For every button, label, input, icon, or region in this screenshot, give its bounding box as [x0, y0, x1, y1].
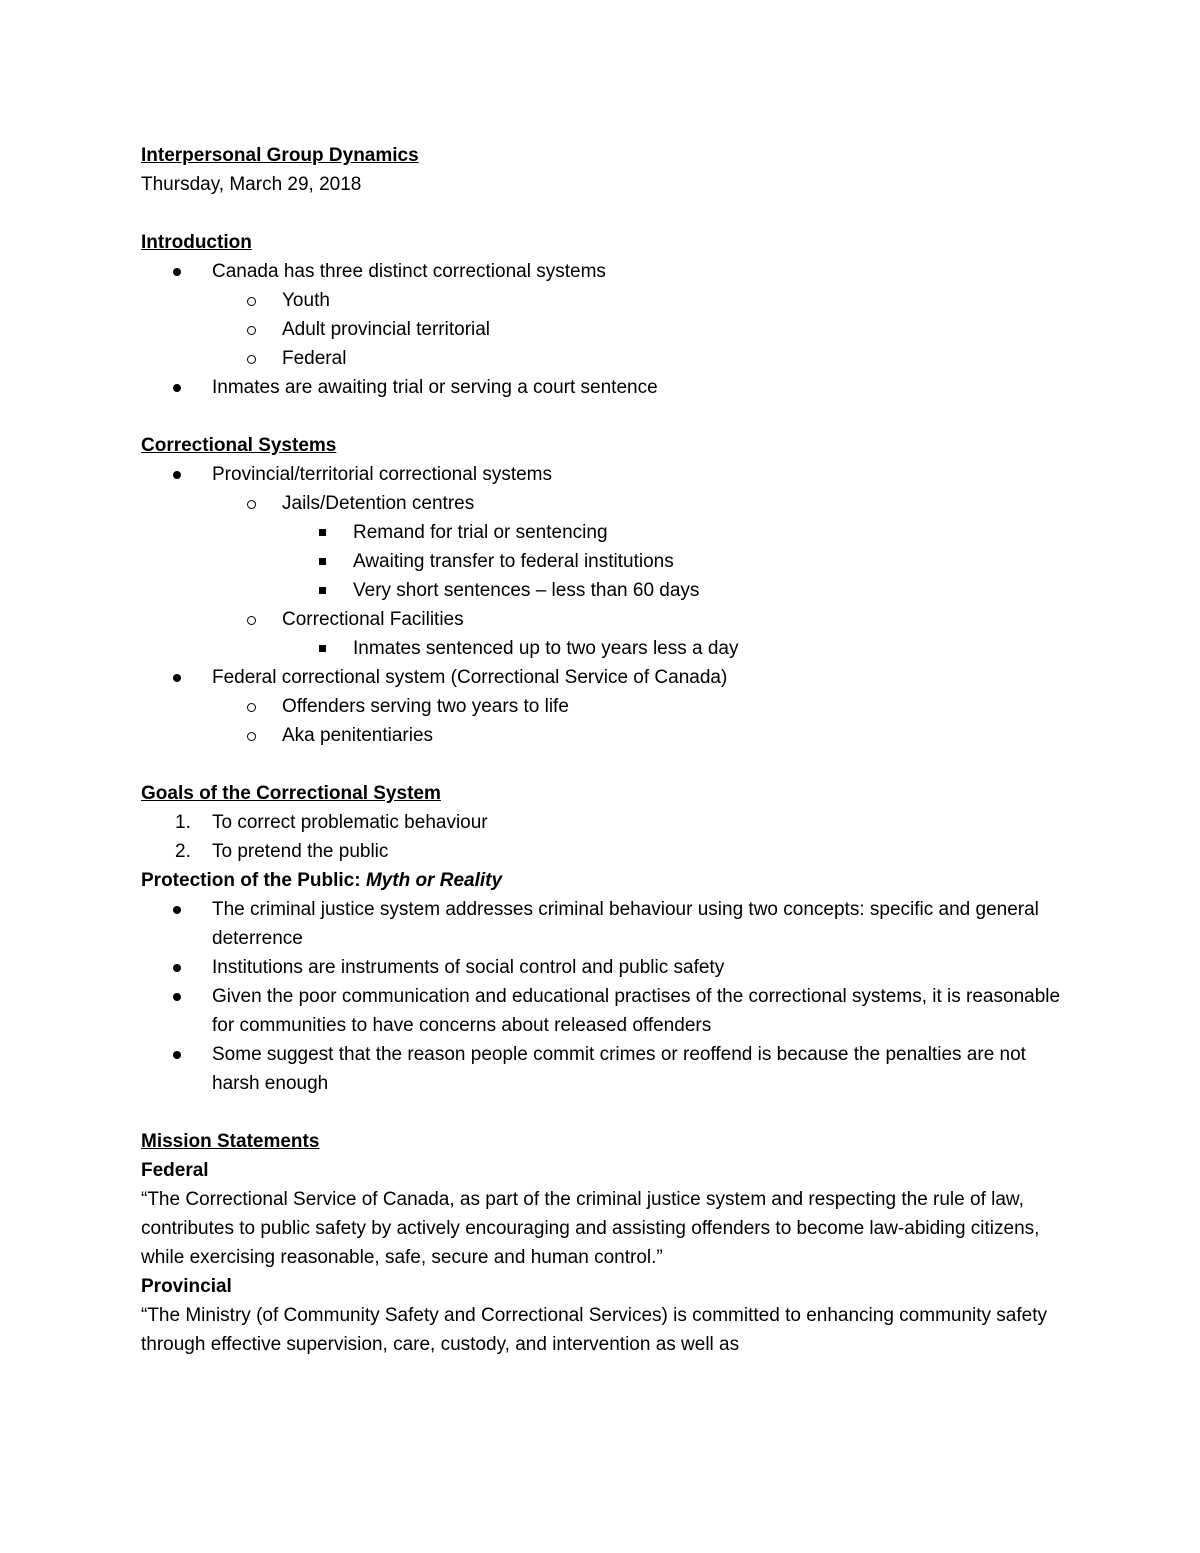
mission-heading: Mission Statements — [141, 1131, 320, 1152]
provincial-label: Provincial — [141, 1276, 232, 1297]
protection-heading — [141, 866, 1061, 895]
list-item-text: Given the poor communication and educational practises of the correctional systems, it is reasonable for communities to have concerns about released offenders — [212, 986, 1061, 1036]
protection-heading-prefix: Protection of the Public: — [141, 870, 366, 891]
circle-bullet-icon — [247, 500, 256, 509]
list-item — [141, 895, 1061, 953]
list-item — [141, 286, 1061, 315]
circle-bullet-icon — [247, 703, 256, 712]
circle-bullet-icon — [247, 732, 256, 741]
list-item — [141, 518, 1061, 547]
list-item-text: To pretend the public — [212, 841, 389, 862]
list-item-text: Institutions are instruments of social control and public safety — [212, 957, 725, 978]
bullet-icon — [173, 906, 181, 914]
circle-bullet-icon — [247, 355, 256, 364]
bullet-icon — [173, 993, 181, 1001]
document-page — [141, 141, 1061, 1359]
list-item — [141, 837, 1061, 866]
square-bullet-icon — [319, 587, 326, 594]
correctional-systems-heading: Correctional Systems — [141, 435, 337, 456]
list-item — [141, 808, 1061, 837]
bullet-icon — [173, 1051, 181, 1059]
spacer — [141, 199, 1061, 228]
list-item — [141, 605, 1061, 634]
list-item-text: Inmates are awaiting trial or serving a court sentence — [212, 377, 658, 398]
list-item — [141, 721, 1061, 750]
list-item-text: Federal correctional system (Correctional Service of Canada) — [212, 667, 728, 688]
list-item-text: Awaiting transfer to federal institutions — [353, 551, 674, 572]
list-item-text: Youth — [282, 290, 330, 311]
list-item — [141, 1040, 1061, 1098]
list-item — [141, 344, 1061, 373]
provincial-mission-text: “The Ministry (of Community Safety and Correctional Services) is committed to enhancing community safety through effective supervision, care, custody, and intervention as well as — [141, 1305, 1047, 1355]
spacer — [141, 1098, 1061, 1127]
bullet-icon — [173, 674, 181, 682]
list-item — [141, 663, 1061, 692]
square-bullet-icon — [319, 529, 326, 536]
list-item — [141, 373, 1061, 402]
list-item-text: Provincial/territorial correctional systems — [212, 464, 552, 485]
goals-heading: Goals of the Correctional System — [141, 783, 441, 804]
list-item-text: Canada has three distinct correctional systems — [212, 261, 606, 282]
bullet-icon — [173, 268, 181, 276]
document-date: Thursday, March 29, 2018 — [141, 174, 362, 195]
list-item — [141, 489, 1061, 518]
federal-label: Federal — [141, 1160, 209, 1181]
list-item — [141, 315, 1061, 344]
list-item-text: Some suggest that the reason people commit crimes or reoffend is because the penalties are not harsh enough — [212, 1044, 1026, 1094]
list-item-text: Offenders serving two years to life — [282, 696, 569, 717]
list-number: 1. — [175, 812, 191, 833]
list-item-text: Aka penitentiaries — [282, 725, 434, 746]
federal-mission-text: “The Correctional Service of Canada, as part of the criminal justice system and respecting the rule of law, contributes to public safety by actively encouraging and assisting offenders to become law-abiding citizens, while exercising reasonable, safe, secure and human control.” — [141, 1189, 1040, 1268]
circle-bullet-icon — [247, 326, 256, 335]
square-bullet-icon — [319, 558, 326, 565]
list-item-text: Inmates sentenced up to two years less a day — [353, 638, 739, 659]
circle-bullet-icon — [247, 297, 256, 306]
list-item-text: Federal — [282, 348, 347, 369]
list-item-text: Adult provincial territorial — [282, 319, 491, 340]
list-item-text: Correctional Facilities — [282, 609, 464, 630]
bullet-icon — [173, 384, 181, 392]
circle-bullet-icon — [247, 616, 256, 625]
spacer — [141, 402, 1061, 431]
document-title: Interpersonal Group Dynamics — [141, 145, 419, 166]
list-number: 2. — [175, 841, 191, 862]
bullet-icon — [173, 471, 181, 479]
list-item-text: Very short sentences – less than 60 days — [353, 580, 700, 601]
introduction-heading: Introduction — [141, 232, 252, 253]
protection-heading-italic: Myth or Reality — [365, 870, 503, 891]
bullet-icon — [173, 964, 181, 972]
list-item — [141, 576, 1061, 605]
list-item — [141, 460, 1061, 489]
list-item — [141, 257, 1061, 286]
spacer — [141, 750, 1061, 779]
list-item-text: The criminal justice system addresses criminal behaviour using two concepts: specific and general deterrence — [212, 899, 1039, 949]
list-item-text: To correct problematic behaviour — [212, 812, 488, 833]
list-item — [141, 692, 1061, 721]
list-item — [141, 547, 1061, 576]
list-item-text: Remand for trial or sentencing — [353, 522, 608, 543]
list-item — [141, 634, 1061, 663]
square-bullet-icon — [319, 645, 326, 652]
list-item — [141, 982, 1061, 1040]
list-item-text: Jails/Detention centres — [282, 493, 475, 514]
list-item — [141, 953, 1061, 982]
